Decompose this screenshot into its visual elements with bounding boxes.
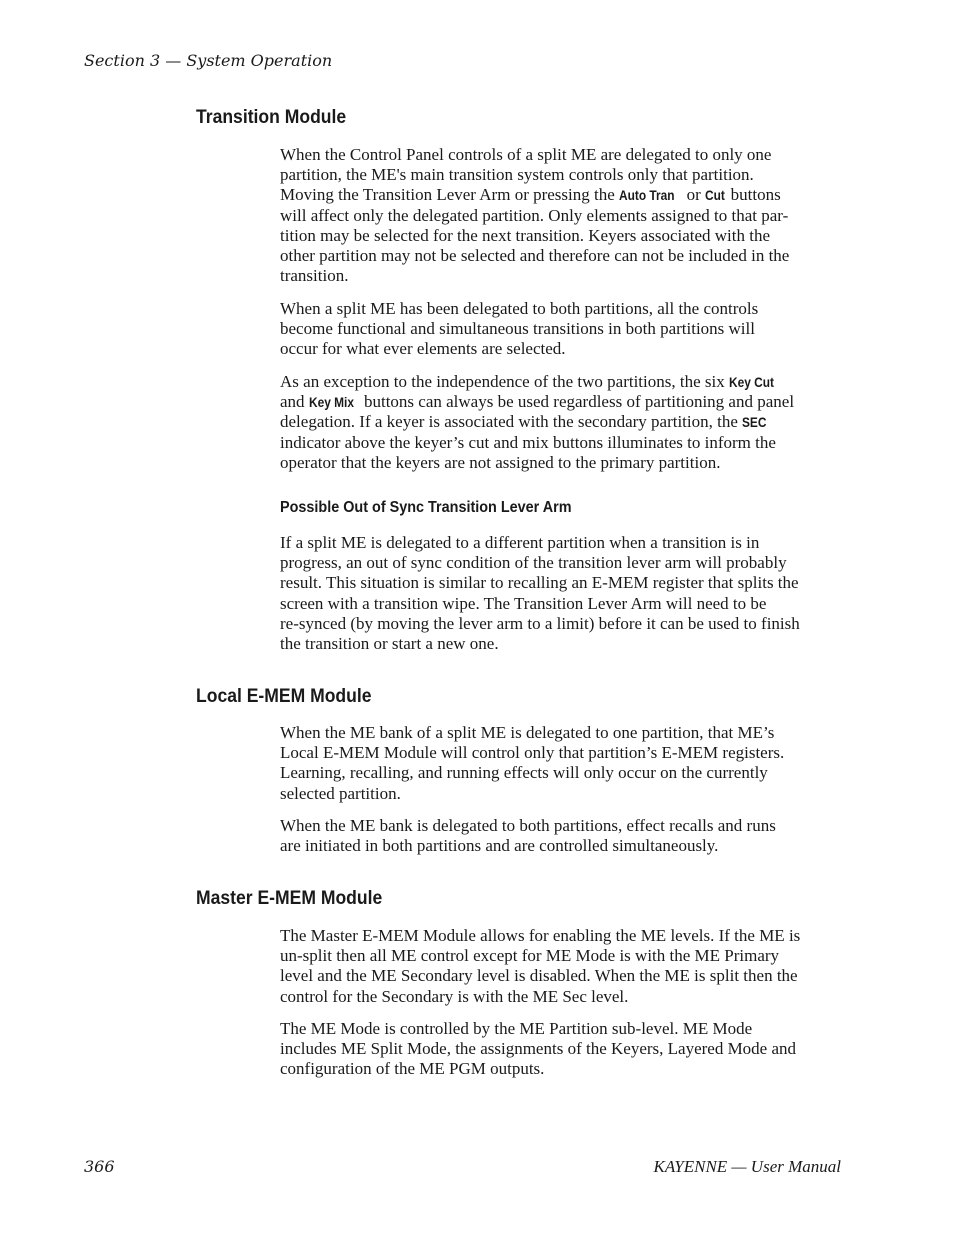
paragraph: [280, 723, 842, 804]
text-line: operator that the keyers are not assigned to the primary partition.: [280, 452, 721, 472]
heading-master-emem-module: Master E-MEM Module: [196, 887, 383, 909]
text-line: re-synced (by moving the lever arm to a limit) before it can be used to finish: [280, 613, 800, 633]
paragraph: [280, 816, 842, 856]
text-line: Learning, recalling, and running effects will only occur on the currently: [280, 763, 768, 783]
text-line: configuration of the ME PGM outputs.: [280, 1059, 545, 1079]
text-line: un-split then all ME control except for ME Mode is with the ME Primary: [280, 946, 780, 966]
paragraph: [280, 533, 842, 654]
text-fragment: or: [682, 185, 706, 205]
text-line: [280, 412, 842, 432]
paragraph: [280, 1019, 842, 1080]
subheading-out-of-sync: Possible Out of Sync Transition Lever Arm: [280, 499, 572, 516]
text-fragment: delegation. If a keyer is associated with the secondary partition, the: [280, 412, 743, 432]
text-fragment: As an exception to the independence of the two partitions, the six: [280, 372, 729, 391]
text-fragment: buttons: [726, 185, 781, 205]
text-line: are initiated in both partitions and are controlled simultaneously.: [280, 836, 719, 856]
text-fragment: buttons can always be used regardless of partitioning and panel: [359, 392, 795, 412]
text-line: transition.: [280, 266, 349, 286]
text-line: partition, the ME's main transition system controls only that partition.: [280, 165, 754, 185]
text-line: selected partition.: [280, 783, 401, 803]
text-line: If a split ME is delegated to a different partition when a transition is in: [280, 533, 760, 552]
text-line: When a split ME has been delegated to both partitions, all the controls: [280, 299, 759, 318]
text-fragment: Moving the Transition Lever Arm or pressing the: [280, 185, 620, 205]
text-line: screen with a transition wipe. The Transition Lever Arm will need to be: [280, 593, 767, 613]
text-line: Local E-MEM Module will control only that partition’s E-MEM registers.: [280, 743, 785, 763]
text-line: includes ME Split Mode, the assignments of the Keyers, Layered Mode and: [280, 1039, 797, 1059]
cut-button-label: Cut: [705, 187, 725, 204]
paragraph: [280, 145, 842, 286]
text-line: When the ME bank of a split ME is delegated to one partition, that ME’s: [280, 723, 775, 742]
auto-tran-button-label: Auto Tran: [619, 187, 675, 204]
text-line: The ME Mode is controlled by the ME Partition sub-level. ME Mode: [280, 1019, 753, 1038]
text-line: will affect only the delegated partition. Only elements assigned to that par-: [280, 205, 789, 225]
running-head: Section 3 — System Operation: [84, 51, 333, 70]
text-line: When the ME bank is delegated to both partitions, effect recalls and runs: [280, 816, 776, 835]
paragraph: [280, 299, 842, 360]
text-line: result. This situation is similar to recalling an E-MEM register that splits the: [280, 573, 799, 593]
heading-local-emem-module: Local E-MEM Module: [196, 685, 372, 707]
text-line: The Master E-MEM Module allows for enabling the ME levels. If the ME is: [280, 926, 801, 945]
paragraph: [280, 372, 842, 473]
text-line: [280, 372, 842, 392]
text-line: progress, an out of sync condition of the transition lever arm will probably: [280, 553, 787, 573]
text-line: When the Control Panel controls of a split ME are delegated to only one: [280, 145, 772, 164]
key-cut-button-label: Key Cut: [728, 374, 774, 390]
text-line: level and the ME Secondary level is disabled. When the ME is split then the: [280, 966, 798, 986]
text-line: indicator above the keyer’s cut and mix buttons illuminates to inform the: [280, 432, 776, 452]
text-line: become functional and simultaneous transitions in both partitions will: [280, 319, 755, 339]
text-line: tition may be selected for the next transition. Keyers associated with the: [280, 225, 771, 245]
text-line: control for the Secondary is with the ME Sec level.: [280, 986, 629, 1006]
manual-title: KAYENNE — User Manual: [653, 1157, 841, 1176]
text-line: [280, 185, 842, 205]
page-number: 366: [84, 1157, 115, 1176]
text-line: other partition may not be selected and therefore can not be included in the: [280, 246, 790, 266]
key-mix-button-label: Key Mix: [308, 394, 354, 411]
text-line: occur for what ever elements are selected.: [280, 339, 566, 359]
text-line: [280, 392, 842, 412]
text-fragment: and: [280, 392, 309, 412]
paragraph: [280, 926, 842, 1007]
heading-transition-module: Transition Module: [196, 106, 347, 128]
sec-indicator-label: SEC: [742, 414, 767, 431]
text-line: the transition or start a new one.: [280, 634, 499, 654]
